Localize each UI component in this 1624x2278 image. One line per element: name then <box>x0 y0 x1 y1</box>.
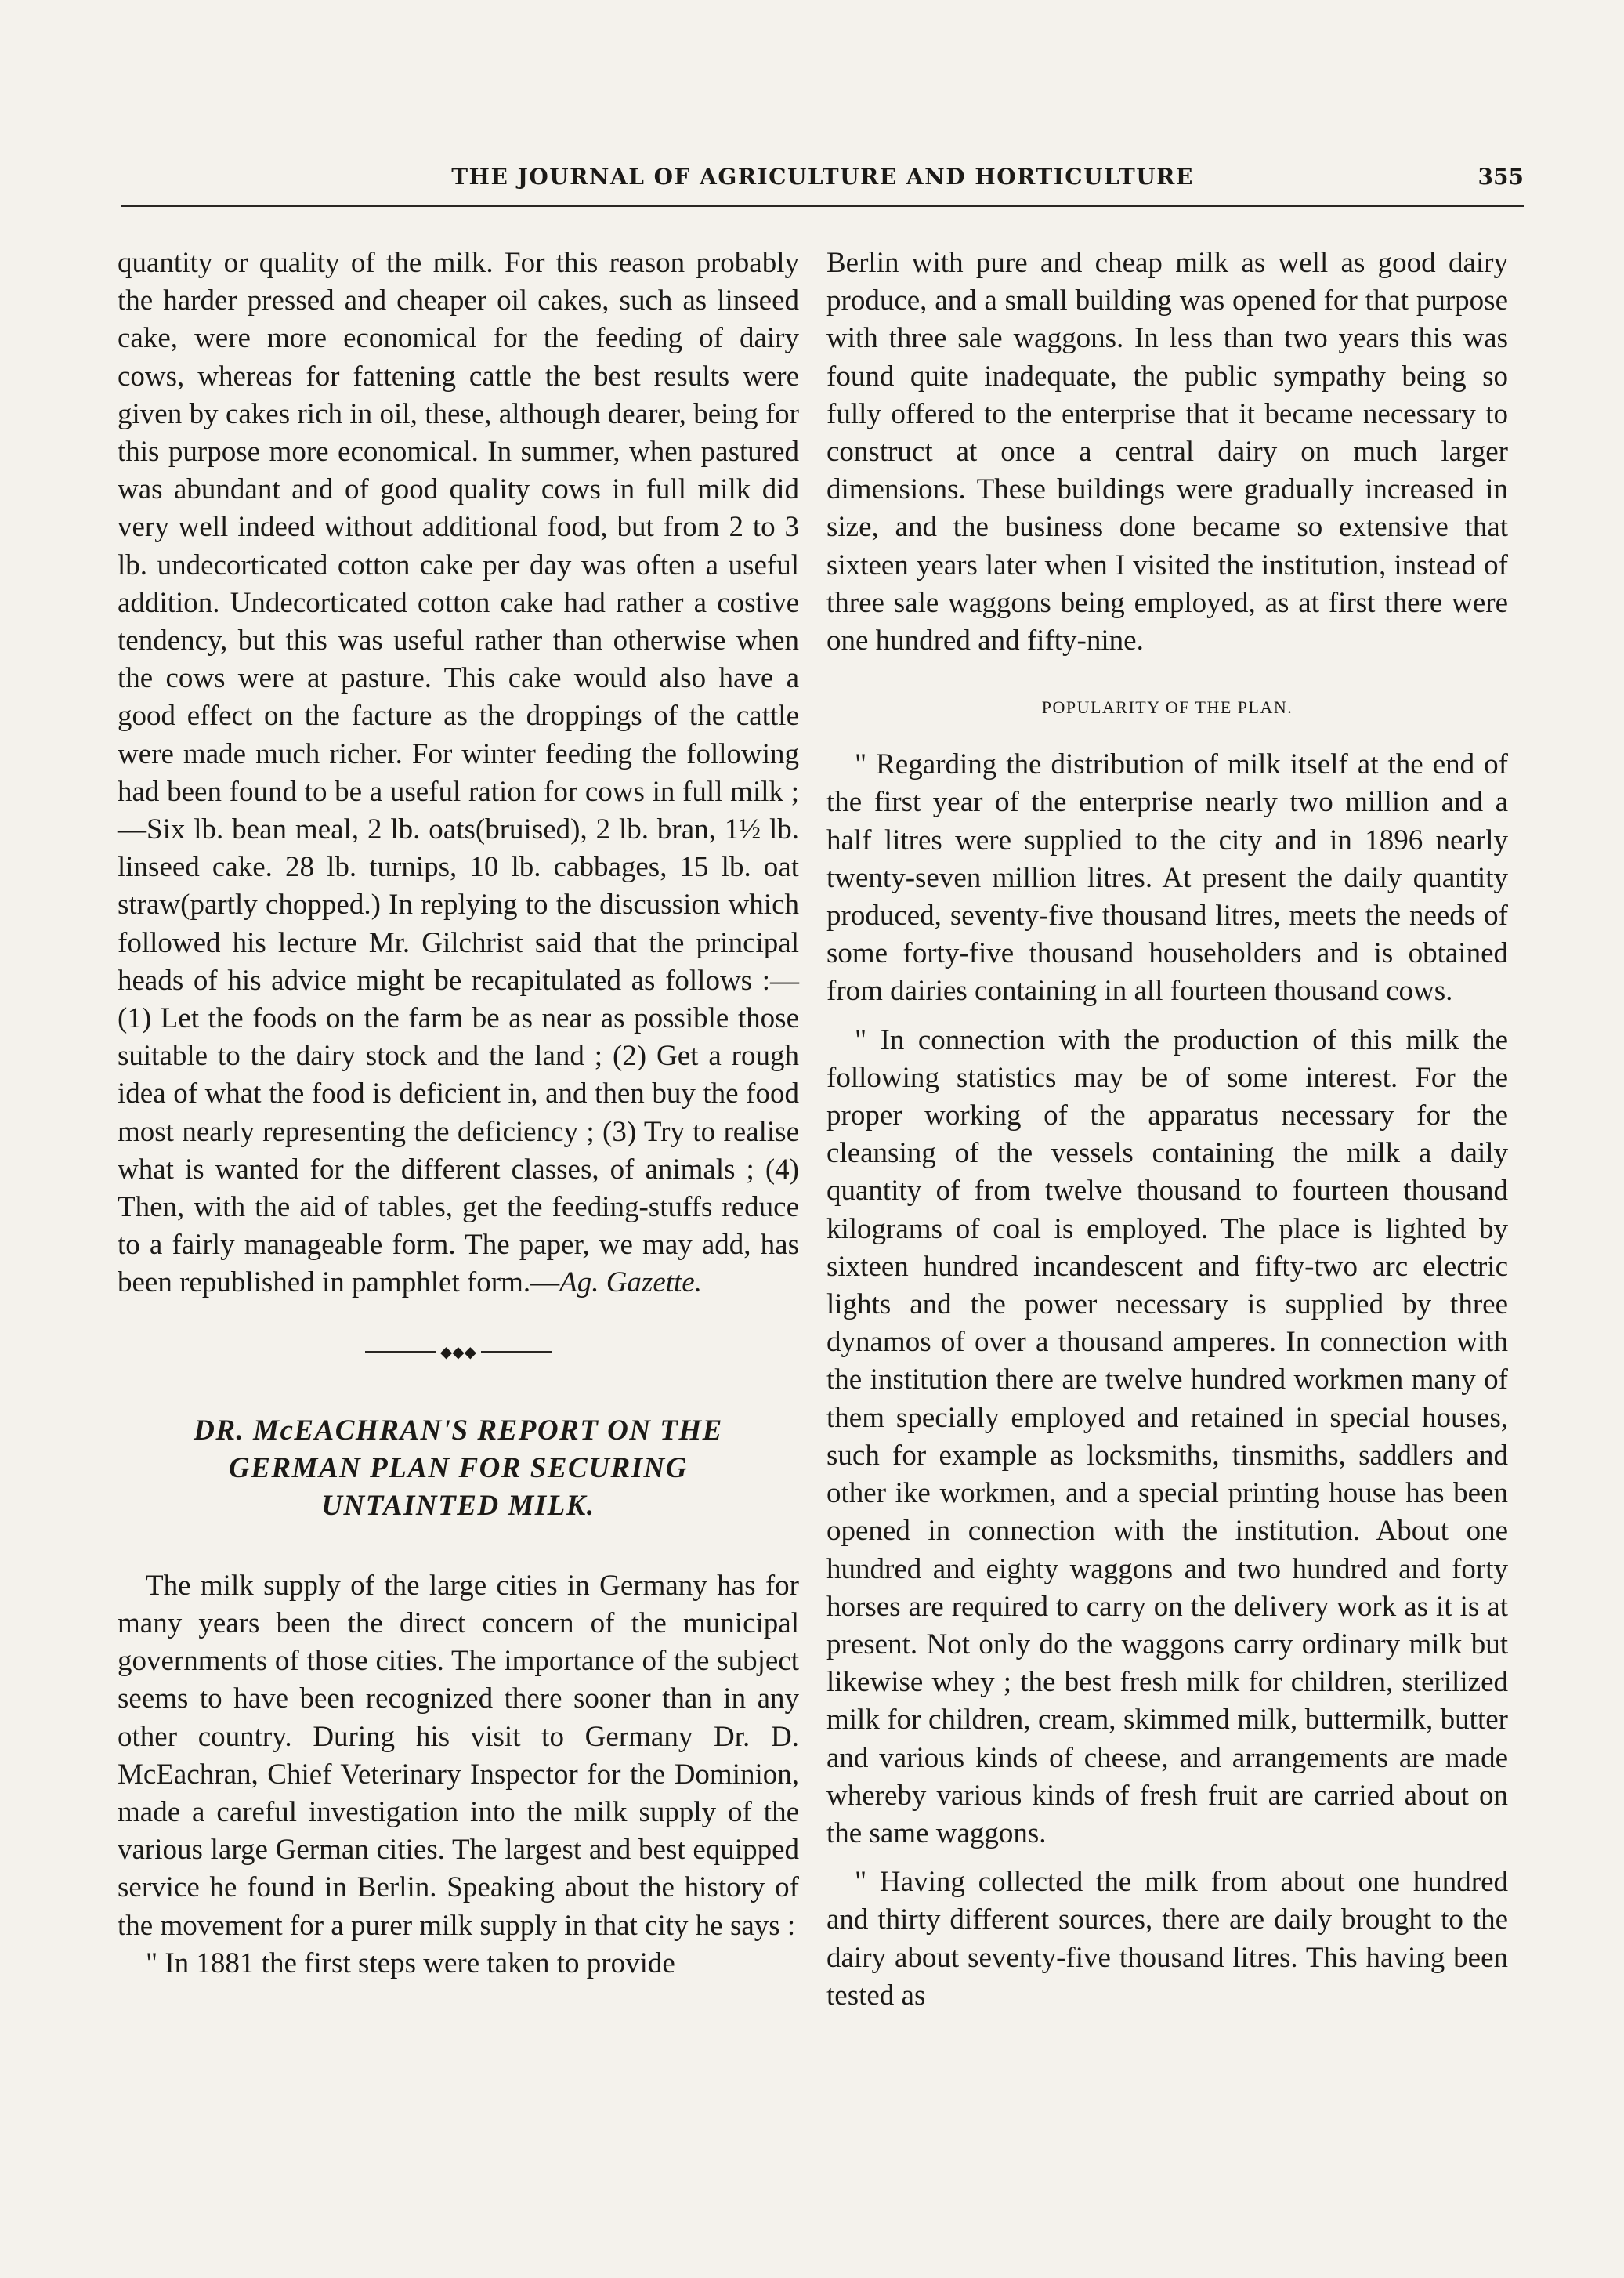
page-number: 355 <box>1478 164 1524 190</box>
paragraph-feeding-advice-text: quantity or quality of the milk. For this reason probably the harder pressed and cheaper oil cakes, such as linseed cake, were more economical for the feeding of dairy cows, whereas for fattening cattle the best results were given by cakes rich in oil, these, although dearer, being for this purpose more economical. In summer, when pastured was abundant and of good quality cows in full milk did very well indeed without additional food, but from 2 to 3 lb. undecorticated cotton cake per day was often a useful addition. Undecorticated cotton cake had rather a costive tendency, but this was useful rather than otherwise when the cows were at pasture. This cake would also have a good effect on the facture as the droppings of the cattle were made much richer. For winter feeding the following had been found to be a useful ration for cows in full milk ;—Six lb. bean meal, 2 lb. oats(bruised), 2 lb. bran, 1½ lb. linseed cake. 28 lb. turnips, 10 lb. cabbages, 15 lb. oat straw(partly chopped.) In replying to the discussion which followed his lecture Mr. Gilchrist said that the principal heads of his advice might be recapitulated as follows :—(1) Let the foods on the farm be as near as possible those suitable to the dairy stock and the land ; (2) Get a rough idea of what the food is deficient in, and then buy the food most nearly representing the deficiency ; (3) Try to realise what is wanted for the different classes, of animals ; (4) Then, with the aid of tables, get the feeding-stuffs reduce to a fairly manageable form. The paper, we may add, has been republished in pamphlet form.— <box>118 247 799 1299</box>
paragraph-quote-start: " In 1881 the first steps were taken to provide <box>146 1947 675 1979</box>
running-title: THE JOURNAL OF AGRICULTURE AND HORTICULTURE <box>451 164 1194 190</box>
article-heading-line: DR. McEACHRAN'S REPORT ON THE <box>194 1414 723 1447</box>
paragraph-statistics: " In connection with the production of this milk the following statistics may be of some interest. For the proper working of the apparatus necessary for the cleansing of the vessels containing the milk a daily quantity of from twelve thousand to fourteen thousand kilograms of coal is employed. The place is lighted by sixteen hundred incandescent and fifty-two arc electric lights and the power necessary is supplied by three dynamos of over a thousand amperes. In connection with the institution there are twelve hundred workmen many of them specially employed and retained in special houses, such for example as locksmiths, tinsmiths, saddlers and other ike workmen, and a special printing house has been opened in connection with the institution. About one hundred and eighty waggons and two hundred and forty horses are required to carry on the delivery work as it is at present. Not only do the waggons carry ordinary milk but likewise whey ; the best fresh milk for children, sterilized milk for children, cream, skimmed milk, buttermilk, butter and various kinds of cheese, and arrangements are made whereby various kinds of fresh fruit are carried about on the same waggons. <box>826 1023 1508 1849</box>
article-heading <box>118 1412 799 1525</box>
article-heading-line: UNTAINTED MILK. <box>321 1489 595 1522</box>
running-header <box>121 161 1524 207</box>
left-column <box>118 244 799 1983</box>
paragraph-berlin-dairy: Berlin with pure and cheap milk as well as good dairy produce, and a small building was opened for that purpose with three sale waggons. In less than two years this was found quite inadequate, the public sympathy being so fully offered to the enterprise that it became necessary to construct at once a central dairy on much larger dimensions. These buildings were gradually increased in size, and the business done became so extensive that sixteen years later when I visited the institution, instead of three sale waggons being employed, as at first there were one hundred and fifty-nine. <box>826 247 1508 657</box>
paragraph-distribution: " Regarding the distribution of milk itself at the end of the first year of the enterprise nearly two million and a half litres were supplied to the city and in 1896 nearly twenty-seven million litres. At present the daily quantity produced, seventy-five thousand litres, meets the needs of some forty-five thousand householders and is obtained from dairies containing in all fourteen thousand cows. <box>826 748 1508 1008</box>
article-heading-line: GERMAN PLAN FOR SECURING <box>229 1451 688 1484</box>
source-citation: Ag. Gazette. <box>559 1266 702 1299</box>
right-column <box>826 244 1508 2015</box>
sub-heading-popularity: POPULARITY OF THE PLAN. <box>1041 697 1293 718</box>
diamond-ornament-icon: ◆◆◆ <box>439 1343 477 1361</box>
section-divider-ornament <box>118 1329 799 1376</box>
paragraph-collection: " Having collected the milk from about one hundred and thirty different sources, there are daily brought to the dairy about seventy-five thousand litres. This having been tested as <box>826 1866 1508 2012</box>
paragraph-feeding-advice <box>118 244 799 1302</box>
paragraph-milk-supply-intro: The milk supply of the large cities in Germany has for many years been the direct concern of the municipal governments of those cities. The importance of the subject seems to have been recognized there sooner than in any other country. During his visit to Germany Dr. D. McEachran, Chief Veterinary Inspector for the Dominion, made a careful investigation into the milk supply of the various large German cities. The largest and best equipped service he found in Berlin. Speaking about the history of the movement for a purer milk supply in that city he says : <box>118 1569 799 1942</box>
